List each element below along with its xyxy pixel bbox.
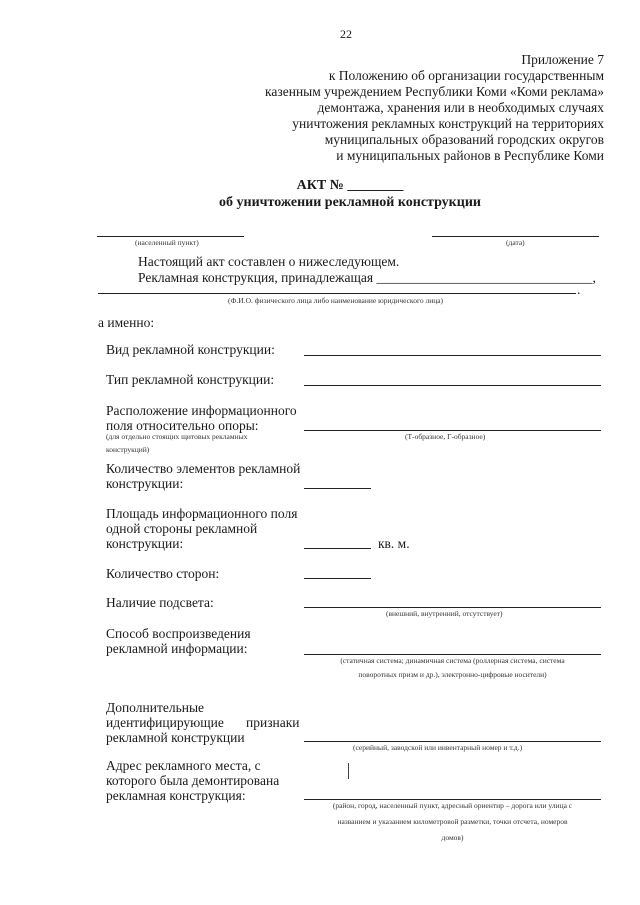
area-label: конструкции: [106,536,184,551]
kind-label: Вид рекламной конструкции: [106,342,275,357]
appendix-line: и муниципальных районов в Республике Коми [336,148,604,163]
act-subtitle: об уничтожении рекламной конструкции [219,195,481,210]
method-field-line[interactable] [304,654,601,655]
location-label: поля относительно опоры: [106,418,259,433]
ident-label: рекламной конструкции [106,730,245,745]
location-note: (для отдельно стоящих щитовых рекламных [106,432,248,441]
elements-label: конструкции: [106,476,184,491]
appendix-line: муниципальных образований городских округов [324,132,604,147]
namely-label: а именно: [98,315,155,330]
ident-label: признаки [246,715,300,730]
act-title: АКТ № ________ [296,178,404,193]
intro-line-1: Настоящий акт составлен о нижеследующем. [138,254,400,269]
location-field-line[interactable] [304,430,601,431]
place-line[interactable] [97,236,244,237]
appendix-line: демонтажа, хранения или в необходимых случаях [317,100,604,115]
ident-caption: (серийный, заводской или инвентарный номер и т.д.) [353,743,523,752]
appendix-line: к Положению об организации государственным [328,68,604,83]
light-field-line[interactable] [304,607,601,608]
elements-label: Количество элементов рекламной [106,461,301,476]
place-caption: (населенный пункт) [135,238,199,247]
kind-field-line[interactable] [304,355,601,356]
sides-label: Количество сторон: [106,566,220,581]
type-field-line[interactable] [304,385,601,386]
owner-line-end: . [577,282,581,297]
area-label: Площадь информационного поля [106,506,298,521]
ident-label: идентифицирующие [106,715,224,730]
method-caption: поворотных призм и др.), электронно-цифровые носители) [358,670,547,679]
location-note: конструкций) [106,445,150,454]
address-caption: домов) [441,833,464,842]
address-label: которого была демонтирована [106,773,280,788]
ident-label: Дополнительные [106,700,205,715]
cursor-mark [348,763,349,779]
owner-caption: (Ф.И.О. физического лица либо наименование юридического лица) [228,296,444,305]
owner-line[interactable] [98,293,576,294]
page-number: 22 [340,27,352,41]
ident-field-line[interactable] [304,741,601,742]
area-unit: кв. м. [378,536,410,551]
light-caption: (внешний, внутренний, отсутствует) [386,609,503,618]
address-label: Адрес рекламного места, с [106,758,261,773]
method-label: рекламной информации: [106,641,248,656]
sides-field-line[interactable] [304,578,371,579]
appendix-block [265,52,604,164]
address-label: рекламная конструкция: [106,788,246,803]
elements-field-line[interactable] [304,488,371,489]
date-line[interactable] [432,236,599,237]
appendix-title: Приложение 7 [521,52,604,67]
date-caption: (дата) [506,238,525,247]
address-field-line[interactable] [304,799,601,800]
appendix-line: казенным учреждением Республики Коми «Коми реклама» [265,84,604,99]
intro-line-2: Рекламная конструкция, принадлежащая ________________________________, [138,270,596,285]
light-label: Наличие подсвета: [106,595,214,610]
address-caption: названием и указанием километровой разметки, точки отсчета, номеров [337,817,568,826]
area-field-line[interactable] [304,548,371,549]
area-label: одной стороны рекламной [106,521,258,536]
location-label: Расположение информационного [106,403,297,418]
method-label: Способ воспроизведения [106,626,251,641]
type-label: Тип рекламной конструкции: [106,372,275,387]
method-caption: (статичная система; динамичная система (роллерная система, система [340,656,565,665]
appendix-line: уничтожения рекламных конструкций на территориях [292,116,604,131]
address-caption: (район, город, населенный пункт, адресный ориентир – дорога или улица с [332,801,573,810]
location-caption: (Т-образное, Г-образное) [405,432,486,441]
